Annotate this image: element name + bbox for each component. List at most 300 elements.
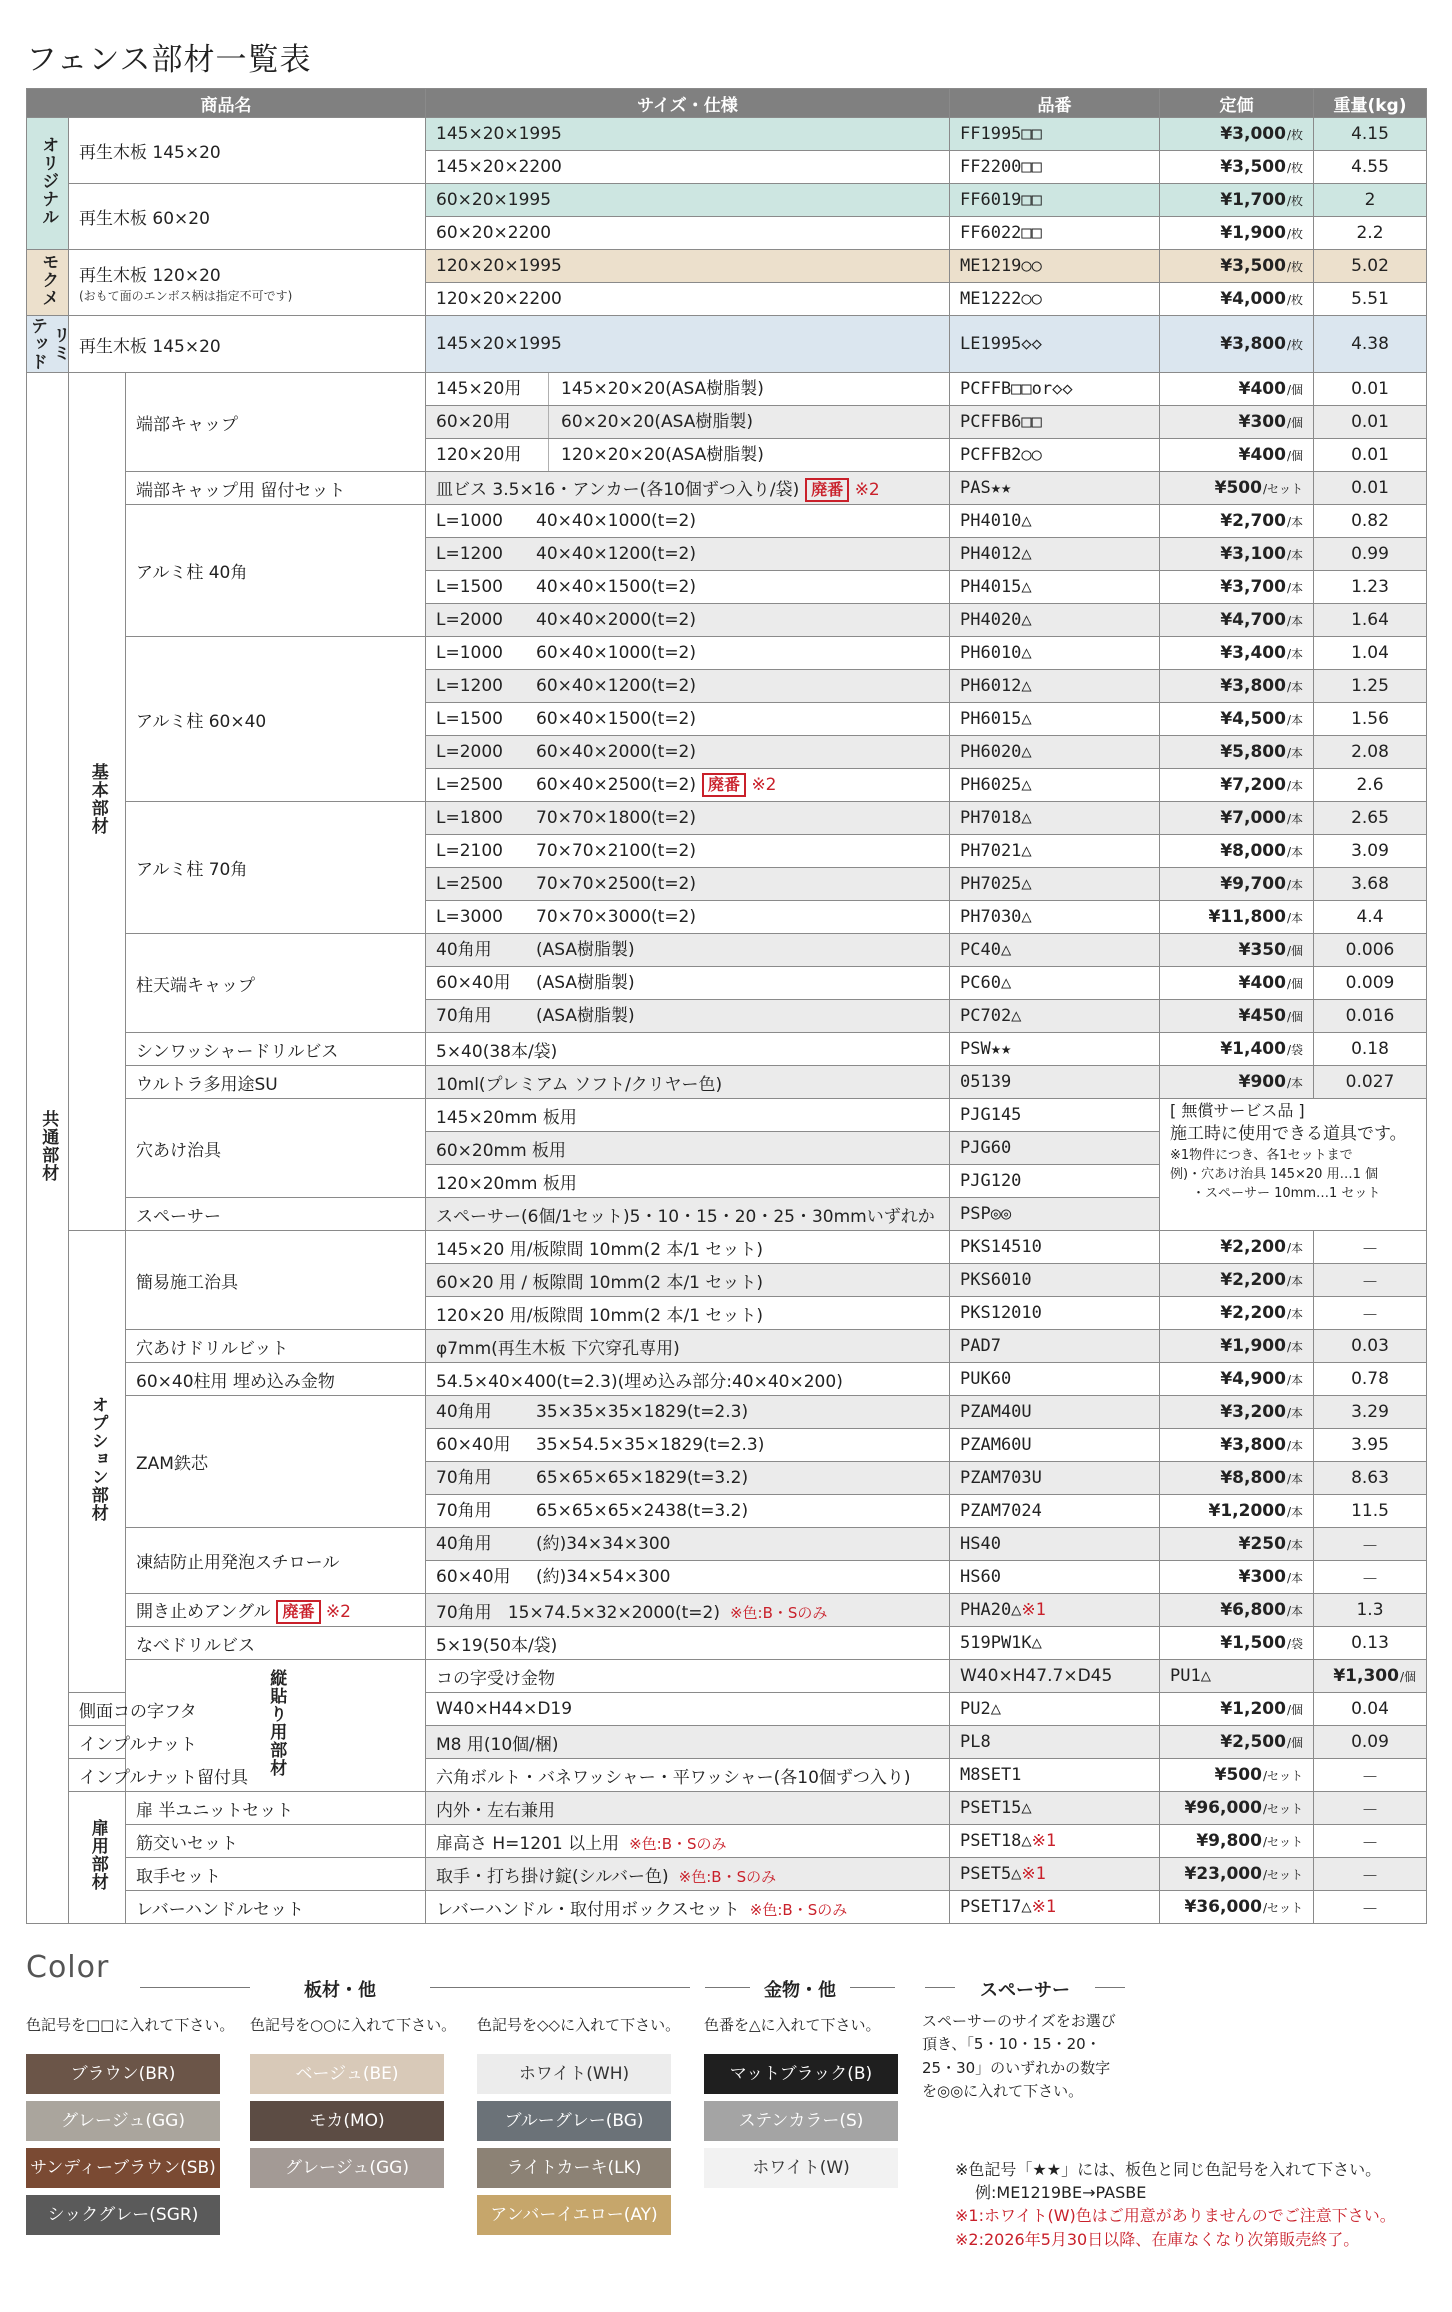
category-mokume: モクメ: [27, 250, 69, 316]
code-cell: PU1△: [1160, 1660, 1314, 1693]
price-cell: ¥3,500/枚: [1160, 250, 1314, 283]
table-row: [27, 1528, 1427, 1561]
weight-cell: 8.63: [1314, 1462, 1427, 1495]
spec-cell: L=1200 40×40×1200(t=2): [426, 538, 950, 571]
code-cell: PCFFB2○○: [950, 439, 1160, 472]
table-row: [27, 637, 1427, 670]
weight-cell: 0.18: [1314, 1033, 1427, 1066]
product-name: コの字受け金物: [426, 1660, 950, 1693]
table-row: [27, 1825, 1427, 1858]
product-name: スペーサー: [126, 1198, 426, 1231]
weight-cell: 1.3: [1314, 1594, 1427, 1627]
spec-cell: 120×20mm 板用: [426, 1165, 950, 1198]
table-row: [27, 934, 1427, 967]
weight-cell: 4.4: [1314, 901, 1427, 934]
footnote-example: 例:ME1219BE→PASBE: [975, 2183, 1147, 2203]
price-cell: ¥23,000/セット: [1160, 1858, 1314, 1891]
price-cell: ¥8,800/本: [1160, 1462, 1314, 1495]
price-table: [26, 88, 1427, 1924]
page-title: フェンス部材一覧表: [26, 42, 312, 78]
product-name: シンワッシャードリルビス: [126, 1033, 426, 1066]
price-cell: ¥6,800/本: [1160, 1594, 1314, 1627]
discontinued-badge: 廃番: [276, 1600, 320, 1624]
spec-cell: 60×20×2200: [426, 217, 950, 250]
product-name: アルミ柱 40角: [126, 505, 426, 637]
code-cell: 05139: [950, 1066, 1160, 1099]
price-cell: ¥3,500/枚: [1160, 151, 1314, 184]
price-cell: ¥4,700/本: [1160, 604, 1314, 637]
code-cell: PSW★★: [950, 1033, 1160, 1066]
spec-cell: 70角用 (ASA樹脂製): [426, 1000, 950, 1033]
spec-cell: L=1200 60×40×1200(t=2): [426, 670, 950, 703]
spec-cell: 70角用 65×65×65×2438(t=3.2): [426, 1495, 950, 1528]
product-name: インプルナット留付具: [69, 1759, 126, 1792]
code-cell: PH4020△: [950, 604, 1160, 637]
color-swatch: グレージュ(GG): [26, 2101, 220, 2141]
product-name: アルミ柱 70角: [126, 802, 426, 934]
color-swatch: サンディーブラウン(SB): [26, 2148, 220, 2188]
price-cell: ¥5,800/本: [1160, 736, 1314, 769]
price-cell: ¥11,800/本: [1160, 901, 1314, 934]
spec-cell: 145×20mm 板用: [426, 1099, 950, 1132]
code-cell: ME1222○○: [950, 283, 1160, 316]
table-row: [27, 1594, 1427, 1627]
discontinued-badge: 廃番: [805, 478, 849, 502]
code-cell: PH6012△: [950, 670, 1160, 703]
table-row: [27, 1660, 1427, 1693]
code-cell: PH7030△: [950, 901, 1160, 934]
color-section-title: Color: [26, 1950, 110, 1985]
price-cell: ¥2,200/本: [1160, 1231, 1314, 1264]
note-triangle: 色番を△に入れて下さい。: [704, 2016, 881, 2034]
price-cell: ¥1,900/枚: [1160, 217, 1314, 250]
product-name: 端部キャップ: [126, 373, 426, 472]
footnotes: [955, 2158, 1396, 2251]
code-cell: PH7021△: [950, 835, 1160, 868]
code-cell: PZAM60U: [950, 1429, 1160, 1462]
header-price: 定価: [1160, 89, 1314, 118]
table-row: [27, 316, 1427, 373]
product-name: 穴あけドリルビット: [126, 1330, 426, 1363]
weight-cell: 0.01: [1314, 439, 1427, 472]
weight-cell: 1.04: [1314, 637, 1427, 670]
table-row: [27, 1363, 1427, 1396]
table-row: [27, 118, 1427, 151]
weight-cell: －: [1314, 1231, 1427, 1264]
spec-cell: 60×20mm 板用: [426, 1132, 950, 1165]
spec-cell: レバーハンドル・取付用ボックスセット ※色:B・Sのみ: [426, 1891, 950, 1924]
product-name: 凍結防止用発泡スチロール: [126, 1528, 426, 1594]
weight-cell: 0.016: [1314, 1000, 1427, 1033]
spec-cell: W40×H47.7×D45: [950, 1660, 1160, 1693]
weight-cell: 0.13: [1314, 1627, 1427, 1660]
table-row: [27, 373, 1427, 406]
color-swatch: ホワイト(W): [704, 2148, 898, 2188]
spec-cell: 120×20×1995: [426, 250, 950, 283]
header-spec: サイズ・仕様: [426, 89, 950, 118]
spec-cell: L=3000 70×70×3000(t=2): [426, 901, 950, 934]
spec-cell: 10ml(プレミアム ソフト/クリヤー色): [426, 1066, 950, 1099]
price-cell: ¥2,700/本: [1160, 505, 1314, 538]
code-cell: M8SET1: [950, 1759, 1160, 1792]
code-cell: LE1995◇◇: [950, 316, 1160, 373]
product-name: 柱天端キャップ: [126, 934, 426, 1033]
weight-cell: －: [1314, 1891, 1427, 1924]
table-row: [27, 1792, 1427, 1825]
color-swatch: シックグレー(SGR): [26, 2195, 220, 2235]
code-cell: PL8: [950, 1726, 1160, 1759]
header-weight: 重量(kg): [1314, 89, 1427, 118]
spec-cell: 取手・打ち掛け錠(シルバー色) ※色:B・Sのみ: [426, 1858, 950, 1891]
color-swatch: ブラウン(BR): [26, 2054, 220, 2094]
footnote-star: ※色記号「★★」には、板色と同じ色記号を入れて下さい。: [955, 2160, 1382, 2179]
weight-cell: 1.56: [1314, 703, 1427, 736]
color-swatch: ステンカラー(S): [704, 2101, 898, 2141]
spec-cell: L=1500 40×40×1500(t=2): [426, 571, 950, 604]
price-cell: ¥2,200/本: [1160, 1297, 1314, 1330]
price-cell: ¥9,700/本: [1160, 868, 1314, 901]
category-tatebari: 縦貼り用部材: [126, 1660, 426, 1792]
category-tobira: 扉用部材: [69, 1792, 126, 1924]
code-cell: ME1219○○: [950, 250, 1160, 283]
table-row: [27, 1891, 1427, 1924]
product-name: 簡易施工治具: [126, 1231, 426, 1330]
code-cell: PH7018△: [950, 802, 1160, 835]
weight-cell: －: [1314, 1759, 1427, 1792]
table-row: [27, 250, 1427, 283]
price-cell: ¥350/個: [1160, 934, 1314, 967]
product-name: 再生木板 120×20 (おもて面のエンボス柄は指定不可です): [69, 250, 426, 316]
spec-cell: 70角用 15×74.5×32×2000(t=2) ※色:B・Sのみ: [426, 1594, 950, 1627]
spec-cell: 145×20×2200: [426, 151, 950, 184]
weight-cell: 2.08: [1314, 736, 1427, 769]
color-swatch: アンバーイエロー(AY): [477, 2195, 671, 2235]
weight-cell: 0.006: [1314, 934, 1427, 967]
color-swatch: ホワイト(WH): [477, 2054, 671, 2094]
spec-cell: 40角用 35×35×35×1829(t=2.3): [426, 1396, 950, 1429]
code-cell: FF2200□□: [950, 151, 1160, 184]
price-cell: ¥7,200/本: [1160, 769, 1314, 802]
weight-cell: 0.009: [1314, 967, 1427, 1000]
code-cell: PCFFB□□or◇◇: [950, 373, 1160, 406]
code-cell: PC60△: [950, 967, 1160, 1000]
code-cell: PH4015△: [950, 571, 1160, 604]
weight-cell: －: [1314, 1825, 1427, 1858]
code-cell: PZAM703U: [950, 1462, 1160, 1495]
spec-cell: 5×40(38本/袋): [426, 1033, 950, 1066]
weight-cell: －: [1314, 1561, 1427, 1594]
spacer-note: スペーサーのサイズをお選び頂き、「5・10・15・20・25・30」のいずれかの数字を◎◎に入れて下さい。: [922, 2012, 1116, 2100]
weight-cell: －: [1314, 1297, 1427, 1330]
spec-cell: L=1000 40×40×1000(t=2): [426, 505, 950, 538]
weight-cell: 0.01: [1314, 373, 1427, 406]
note-square: 色記号を□□に入れて下さい。: [26, 2016, 235, 2034]
code-cell: PJG120: [950, 1165, 1160, 1198]
price-cell: ¥500/セット: [1160, 472, 1314, 505]
spec-cell: 60×40用 (約)34×54×300: [426, 1561, 950, 1594]
price-cell: ¥1,500/袋: [1160, 1627, 1314, 1660]
spec-cell: L=1500 60×40×1500(t=2): [426, 703, 950, 736]
color-swatch: モカ(MO): [250, 2101, 444, 2141]
product-name: 穴あけ治具: [126, 1099, 426, 1198]
price-cell: ¥2,500/個: [1160, 1726, 1314, 1759]
weight-cell: 4.55: [1314, 151, 1427, 184]
weight-cell: 0.01: [1314, 406, 1427, 439]
code-cell: PKS6010: [950, 1264, 1160, 1297]
product-name: 再生木板 145×20: [69, 316, 426, 373]
price-cell: ¥9,800/セット: [1160, 1825, 1314, 1858]
price-cell: ¥1,400/袋: [1160, 1033, 1314, 1066]
color-swatch: ブルーグレー(BG): [477, 2101, 671, 2141]
code-cell: PHA20△※1: [950, 1594, 1160, 1627]
code-cell: FF6019□□: [950, 184, 1160, 217]
product-name: ウルトラ多用途SU: [126, 1066, 426, 1099]
table-row: [27, 1066, 1427, 1099]
code-cell: PH4010△: [950, 505, 1160, 538]
price-cell: ¥450/個: [1160, 1000, 1314, 1033]
weight-cell: 2.2: [1314, 217, 1427, 250]
weight-cell: 4.38: [1314, 316, 1427, 373]
weight-cell: 0.78: [1314, 1363, 1427, 1396]
price-cell: ¥3,000/枚: [1160, 118, 1314, 151]
price-cell: ¥300/本: [1160, 1561, 1314, 1594]
spec-cell: 60×20 用 / 板隙間 10mm(2 本/1 セット): [426, 1264, 950, 1297]
product-name: レバーハンドルセット: [126, 1891, 426, 1924]
weight-cell: 3.29: [1314, 1396, 1427, 1429]
spec-cell: φ7mm(再生木板 下穴穿孔専用): [426, 1330, 950, 1363]
spec-cell: 5×19(50本/袋): [426, 1627, 950, 1660]
table-header: [27, 89, 1427, 118]
free-service-note: [ 無償サービス品 ] 施工時に使用できる道具です。 ※1物件につき、各1セットまで 例)・穴あけ治具 145×20 用…1 個 ・スペーサー 10mm…1 セット: [1160, 1099, 1427, 1231]
table-row: [27, 505, 1427, 538]
table-row: [27, 472, 1427, 505]
spec-cell: 皿ビス 3.5×16・アンカー(各10個ずつ入り/袋) 廃番 ※2: [426, 472, 950, 505]
spec-cell: L=2100 70×70×2100(t=2): [426, 835, 950, 868]
code-cell: PKS12010: [950, 1297, 1160, 1330]
spec-cell: 145×20×1995: [426, 316, 950, 373]
weight-cell: －: [1314, 1264, 1427, 1297]
spec-cell: 54.5×40×400(t=2.3)(埋め込み部分:40×40×200): [426, 1363, 950, 1396]
weight-cell: 3.95: [1314, 1429, 1427, 1462]
product-name: 再生木板 60×20: [69, 184, 426, 250]
price-cell: ¥3,800/枚: [1160, 316, 1314, 373]
product-name: 側面コの字フタ: [69, 1693, 126, 1726]
product-name: なべドリルビス: [126, 1627, 426, 1660]
code-cell: FF6022□□: [950, 217, 1160, 250]
spec-cell: 120×20用 120×20×20(ASA樹脂製): [426, 439, 950, 472]
spec-cell: L=1800 70×70×1800(t=2): [426, 802, 950, 835]
discontinued-badge: 廃番: [702, 773, 746, 797]
spec-cell: L=2500 70×70×2500(t=2): [426, 868, 950, 901]
price-cell: ¥3,800/本: [1160, 1429, 1314, 1462]
weight-cell: －: [1314, 1792, 1427, 1825]
table-row: [27, 1033, 1427, 1066]
code-cell: PU2△: [950, 1693, 1160, 1726]
price-cell: ¥300/個: [1160, 406, 1314, 439]
table-row: [27, 1396, 1427, 1429]
product-name: 端部キャップ用 留付セット: [126, 472, 426, 505]
spec-cell: 扉高さ H=1201 以上用 ※色:B・Sのみ: [426, 1825, 950, 1858]
price-cell: ¥3,800/本: [1160, 670, 1314, 703]
weight-cell: 0.99: [1314, 538, 1427, 571]
weight-cell: 0.82: [1314, 505, 1427, 538]
code-cell: PJG145: [950, 1099, 1160, 1132]
price-cell: ¥4,500/本: [1160, 703, 1314, 736]
spec-cell: W40×H44×D19: [426, 1693, 950, 1726]
product-name: 取手セット: [126, 1858, 426, 1891]
weight-cell: －: [1314, 1858, 1427, 1891]
weight-cell: 0.03: [1314, 1330, 1427, 1363]
spec-cell: 40角用 (約)34×34×300: [426, 1528, 950, 1561]
code-cell: 519PW1K△: [950, 1627, 1160, 1660]
spec-cell: 145×20 用/板隙間 10mm(2 本/1 セット): [426, 1231, 950, 1264]
spec-cell: 120×20 用/板隙間 10mm(2 本/1 セット): [426, 1297, 950, 1330]
table-row: [27, 1858, 1427, 1891]
spec-cell: スペーサー(6個/1セット)5・10・15・20・25・30mmいずれか: [426, 1198, 950, 1231]
price-cell: ¥3,100/本: [1160, 538, 1314, 571]
category-common: 共通部材: [27, 373, 69, 1924]
category-basic: 基本部材: [69, 373, 126, 1231]
price-cell: ¥3,700/本: [1160, 571, 1314, 604]
weight-cell: 1.64: [1314, 604, 1427, 637]
price-cell: ¥400/個: [1160, 439, 1314, 472]
weight-cell: 0.027: [1314, 1066, 1427, 1099]
code-cell: PSET17△※1: [950, 1891, 1160, 1924]
code-cell: PH6015△: [950, 703, 1160, 736]
spec-cell: 六角ボルト・バネワッシャー・平ワッシャー(各10個ずつ入り): [426, 1759, 950, 1792]
code-cell: PH6010△: [950, 637, 1160, 670]
weight-cell: 2.6: [1314, 769, 1427, 802]
price-cell: ¥3,400/本: [1160, 637, 1314, 670]
category-original: オリジナル: [27, 118, 69, 250]
weight-cell: 2.65: [1314, 802, 1427, 835]
code-cell: PAD7: [950, 1330, 1160, 1363]
code-cell: PSP◎◎: [950, 1198, 1160, 1231]
price-cell: ¥1,2000/本: [1160, 1495, 1314, 1528]
spec-cell: 120×20×2200: [426, 283, 950, 316]
weight-cell: 1.25: [1314, 670, 1427, 703]
code-cell: PH4012△: [950, 538, 1160, 571]
spec-cell: 60×40用 (ASA樹脂製): [426, 967, 950, 1000]
product-name: ZAM鉄芯: [126, 1396, 426, 1528]
table-row: [27, 1627, 1427, 1660]
price-cell: ¥250/本: [1160, 1528, 1314, 1561]
color-swatch: グレージュ(GG): [250, 2148, 444, 2188]
color-swatch: マットブラック(B): [704, 2054, 898, 2094]
table-row: [27, 802, 1427, 835]
spec-cell: 60×20用 60×20×20(ASA樹脂製): [426, 406, 950, 439]
group-spacer-heading: スペーサー: [925, 1976, 1125, 2002]
color-swatch: ライトカーキ(LK): [477, 2148, 671, 2188]
price-cell: ¥7,000/本: [1160, 802, 1314, 835]
spec-cell: 60×20×1995: [426, 184, 950, 217]
product-name: 60×40柱用 埋め込み金物: [126, 1363, 426, 1396]
code-cell: PSET18△※1: [950, 1825, 1160, 1858]
code-cell: PAS★★: [950, 472, 1160, 505]
price-cell: ¥96,000/セット: [1160, 1792, 1314, 1825]
spec-cell: 70角用 65×65×65×1829(t=3.2): [426, 1462, 950, 1495]
header-code: 品番: [950, 89, 1160, 118]
spec-cell: L=2000 40×40×2000(t=2): [426, 604, 950, 637]
weight-cell: 11.5: [1314, 1495, 1427, 1528]
group-metal-heading: 金物・他: [710, 1976, 890, 2002]
price-cell: ¥500/セット: [1160, 1759, 1314, 1792]
code-cell: PSET5△※1: [950, 1858, 1160, 1891]
product-name: 開き止めアングル 廃番 ※2: [126, 1594, 426, 1627]
group-board-heading: 板材・他: [250, 1976, 430, 2002]
weight-cell: －: [1314, 1528, 1427, 1561]
spec-cell: M8 用(10個/梱): [426, 1726, 950, 1759]
price-cell: ¥2,200/本: [1160, 1264, 1314, 1297]
weight-cell: 2: [1314, 184, 1427, 217]
product-name: 再生木板 145×20: [69, 118, 426, 184]
table-row: [27, 1330, 1427, 1363]
weight-cell: 4.15: [1314, 118, 1427, 151]
code-cell: HS60: [950, 1561, 1160, 1594]
code-cell: PH6025△: [950, 769, 1160, 802]
table-row: [27, 1231, 1427, 1264]
price-cell: ¥1,700/枚: [1160, 184, 1314, 217]
spec-cell: L=1000 60×40×1000(t=2): [426, 637, 950, 670]
price-cell: ¥3,200/本: [1160, 1396, 1314, 1429]
price-cell: ¥900/本: [1160, 1066, 1314, 1099]
weight-cell: 0.04: [1314, 1693, 1427, 1726]
price-cell: ¥400/個: [1160, 373, 1314, 406]
weight-cell: 1.23: [1314, 571, 1427, 604]
footnote-1: ※1:ホワイト(W)色はご用意がありませんのでご注意下さい。: [955, 2206, 1396, 2226]
code-cell: PCFFB6□□: [950, 406, 1160, 439]
spec-cell: L=2500 60×40×2500(t=2) 廃番 ※2: [426, 769, 950, 802]
price-cell: ¥400/個: [1160, 967, 1314, 1000]
spec-cell: L=2000 60×40×2000(t=2): [426, 736, 950, 769]
spec-cell: 内外・左右兼用: [426, 1792, 950, 1825]
product-name: 筋交いセット: [126, 1825, 426, 1858]
price-cell: ¥4,900/本: [1160, 1363, 1314, 1396]
code-cell: PH6020△: [950, 736, 1160, 769]
spec-cell: 145×20用 145×20×20(ASA樹脂製): [426, 373, 950, 406]
code-cell: HS40: [950, 1528, 1160, 1561]
spec-cell: 145×20×1995: [426, 118, 950, 151]
table-row: [27, 184, 1427, 217]
price-cell: ¥1,300/個: [1314, 1660, 1427, 1693]
spec-cell: 40角用 (ASA樹脂製): [426, 934, 950, 967]
note-circle: 色記号を○○に入れて下さい。: [250, 2016, 457, 2034]
code-cell: PZAM7024: [950, 1495, 1160, 1528]
code-cell: FF1995□□: [950, 118, 1160, 151]
header-product: 商品名: [27, 89, 426, 118]
weight-cell: 3.09: [1314, 835, 1427, 868]
price-cell: ¥4,000/枚: [1160, 283, 1314, 316]
weight-cell: 0.09: [1314, 1726, 1427, 1759]
code-cell: PUK60: [950, 1363, 1160, 1396]
weight-cell: 5.51: [1314, 283, 1427, 316]
weight-cell: 5.02: [1314, 250, 1427, 283]
note-diamond: 色記号を◇◇に入れて下さい。: [477, 2016, 681, 2034]
footnote-2: ※2:2026年5月30日以降、在庫なくなり次第販売終了。: [955, 2229, 1360, 2249]
price-cell: ¥36,000/セット: [1160, 1891, 1314, 1924]
table-row: [27, 1099, 1427, 1132]
code-cell: PKS14510: [950, 1231, 1160, 1264]
weight-cell: 0.01: [1314, 472, 1427, 505]
code-cell: PSET15△: [950, 1792, 1160, 1825]
product-name: 扉 半ユニットセット: [126, 1792, 426, 1825]
color-swatch: ベージュ(BE): [250, 2054, 444, 2094]
code-cell: PC40△: [950, 934, 1160, 967]
price-cell: ¥1,200/個: [1160, 1693, 1314, 1726]
price-cell: ¥8,000/本: [1160, 835, 1314, 868]
category-option: オプション部材: [69, 1231, 126, 1693]
weight-cell: 3.68: [1314, 868, 1427, 901]
